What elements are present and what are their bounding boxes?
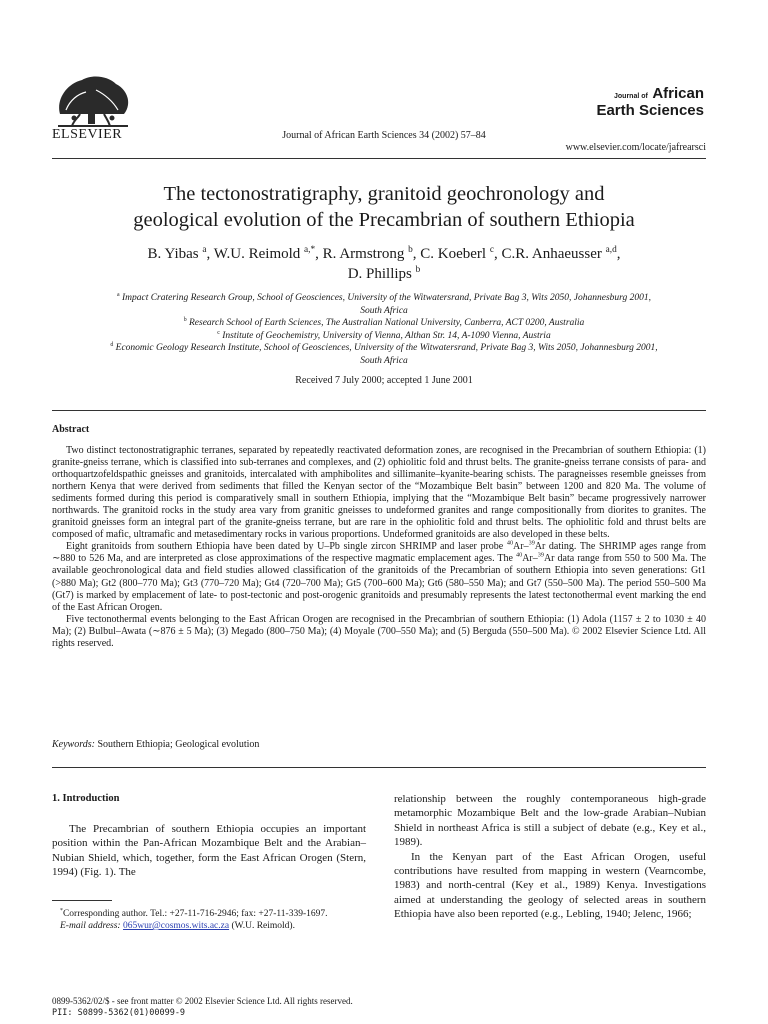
author: D. Phillips $^b$: [347, 265, 421, 282]
footnote-corresponding: *Corresponding author. Tel.: +27-11-716-2946; fax: +27-11-339-1697.: [60, 907, 328, 919]
affiliation: $^b$ Research School of Earth Sciences, The Australian National University, Canberra, ACT 0200, Australia: [183, 317, 585, 329]
author-list: [60, 244, 708, 284]
abstract-heading: Abstract: [52, 424, 90, 435]
brand-small: Journal of: [614, 93, 648, 100]
author: B. Yibas $^a$,: [147, 245, 214, 262]
journal-url[interactable]: www.elsevier.com/locate/jafrearsci: [565, 142, 706, 153]
brand-line1: African: [652, 85, 704, 102]
affiliation: $^a$ Impact Cratering Research Group, School of Geosciences, University of the Witwatersrand, Private Bag 3, Wits 2050, Johannesburg 2001,: [116, 291, 651, 303]
left-column: [52, 822, 366, 880]
author: C.R. Anhaeusser $^{a,d}$,: [501, 245, 621, 262]
author: R. Armstrong $^b$,: [322, 245, 421, 262]
section-heading: 1. Introduction: [52, 793, 120, 804]
received-dates: Received 7 July 2000; accepted 1 June 2001: [295, 375, 473, 386]
footnote: [52, 908, 366, 932]
header-rule: [52, 158, 706, 159]
body-paragraph: relationship between the roughly contemporaneous high-grade metamorphic Mozambique Belt and the low-grade Arabian–Nubian Shield in northeast Africa is still a subject of debate (e.g., Key et al., 1989).: [394, 793, 706, 849]
right-column: [394, 792, 706, 922]
brand-line2: Earth Sciences: [596, 101, 704, 119]
keywords: [52, 739, 259, 750]
journal-citation: Journal of African Earth Sciences 34 (2002) 57–84: [282, 130, 486, 141]
pii-line: PII: S0899-5362(01)00099-9: [52, 1008, 186, 1018]
article-title: [60, 181, 708, 233]
author: W.U. Reimold $^{a,*}$,: [213, 245, 323, 262]
keywords-label: Keywords:: [52, 739, 95, 750]
elsevier-tree-logo: [52, 70, 134, 130]
affiliations: [60, 292, 708, 368]
publisher-name: ELSEVIER: [52, 127, 123, 142]
abstract-top-rule: [52, 410, 706, 411]
keywords-text: Southern Ethiopia; Geological evolution: [97, 739, 260, 750]
affiliation: $^d$ Economic Geology Research Institute, School of Geosciences, University of the Witwatersrand, Private Bag 3, Wits 2050, Johannesburg 2001,: [110, 342, 658, 354]
affiliation: $^c$ Institute of Geochemistry, University of Vienna, Althan Str. 14, A-1090 Vienna, Austria: [217, 329, 551, 341]
email-link[interactable]: 065wur@cosmos.wits.ac.za: [122, 921, 230, 931]
footnote-rule: [52, 900, 112, 901]
abstract-paragraph: Five tectonothermal events belonging to the East African Orogen are recognised in the Precambrian of southern Ethiopia: (1) Adola (1157 ± 2 to 1030 ± 40 Ma); (2) Bulbul–Awata (∼876 ± 5 Ma); (3) Megado (800–750 Ma); (4) Moyale (700–550 Ma); and (5) Berguda (550–500 Ma). © 2002 Elsevier Science Ltd. All rights reserved.: [52, 613, 706, 649]
body-paragraph: In the Kenyan part of the East African Orogen, useful contributions have resulted from mapping in western (Vearncombe, 1983) and north-central (Key et al., 1989) Kenya. Investigations aimed at understanding the geology of selected areas in southern Ethiopia have also been reported (e.g., Lebling, 1940; Jelenc, 1966;: [394, 850, 706, 921]
footnote-email: E-mail address: 065wur@cosmos.wits.ac.za (W.U. Reimold).: [60, 921, 295, 931]
author: C. Koeberl $^c$,: [420, 245, 502, 262]
copyright-line: 0899-5362/02/$ - see front matter © 2002 Elsevier Science Ltd. All rights reserved.: [52, 996, 353, 1006]
journal-brand: [596, 86, 704, 119]
affiliation-cont: South Africa: [360, 305, 408, 316]
page-footer: [52, 995, 353, 1019]
body-paragraph: The Precambrian of southern Ethiopia occupies an important position within the Pan-African Mozambique Belt and the Arabian–Nubian Shield, which, together, form the East African Orogen (Stern, 1994) (Fig. 1). The: [52, 823, 366, 879]
abstract-paragraph: Two distinct tectonostratigraphic terranes, separated by repeatedly reactivated deformation zones, are recognised in the Precambrian of southern Ethiopia: (1) granite-gneiss terrane, which is classified into sub-terranes and complexes, and (2) ophiolitic fold and thrust belts. The granite-gneiss terrane consists of para- and orthoquartzofeldspathic gneisses and granitoids, intercalated with amphibolites and sillimanite–kyanite-bearing schists. The paragneisses resemble gneisses from northern Kenya that were derived from sediments that filled the Kenyan sector of the “Mozambique Belt basin” between 1200 and 820 Ma. The volume of sediments formed during this period is comparatively small in southern Ethiopia, implying that the “Mozambique Belt basin” became progressively narrower northwards. The granitoid rocks in the study area vary from granitic gneisses to undeformed granites and range compositionally from diorites to granites. The granitoid gneisses form an integral part of the granite-gneiss terrane, but are rare in the ophiolitic fold and thrust belts. The ophiolitic fold and thrust belts are composed of mafic, ultramafic and metasedimentary rocks in various proportions. Undeformed granitoids are also developed in these belts.: [52, 445, 706, 541]
abstract-paragraph: Eight granitoids from southern Ethiopia have been dated by U–Pb single zircon SHRIMP and laser probe $^{40}$Ar–$^{39}$Ar dating. The SHRIMP ages range from ∼880 to 526 Ma, and are interpreted as close approximations of the respective magmatic emplacement ages. The $^{40}$Ar–$^{39}$Ar data range from 550 to 500 Ma. The available geochronological data and field studies allowed classification of the granitoids of the Precambrian of southern Ethiopia into seven generations: Gt1 (>880 Ma); Gt2 (800–770 Ma); Gt3 (770–720 Ma); Gt4 (720–700 Ma); Gt5 (700–600 Ma); Gt6 (580–550 Ma); and Gt7 (550–500 Ma). The period 550–500 Ma (Gt7) is marked by emplacement of late- to post-tectonic and post-orogenic granitoids and presumably represents the latest tectonothermal event marking the end of the East African Orogen.: [52, 540, 707, 613]
title-line-1: The tectonostratigraphy, granitoid geochronology and: [163, 183, 605, 205]
abstract-body: [52, 445, 706, 650]
title-line-2: geological evolution of the Precambrian of southern Ethiopia: [133, 209, 635, 231]
affiliation-cont: South Africa: [360, 355, 408, 366]
abstract-bottom-rule: [52, 767, 706, 768]
